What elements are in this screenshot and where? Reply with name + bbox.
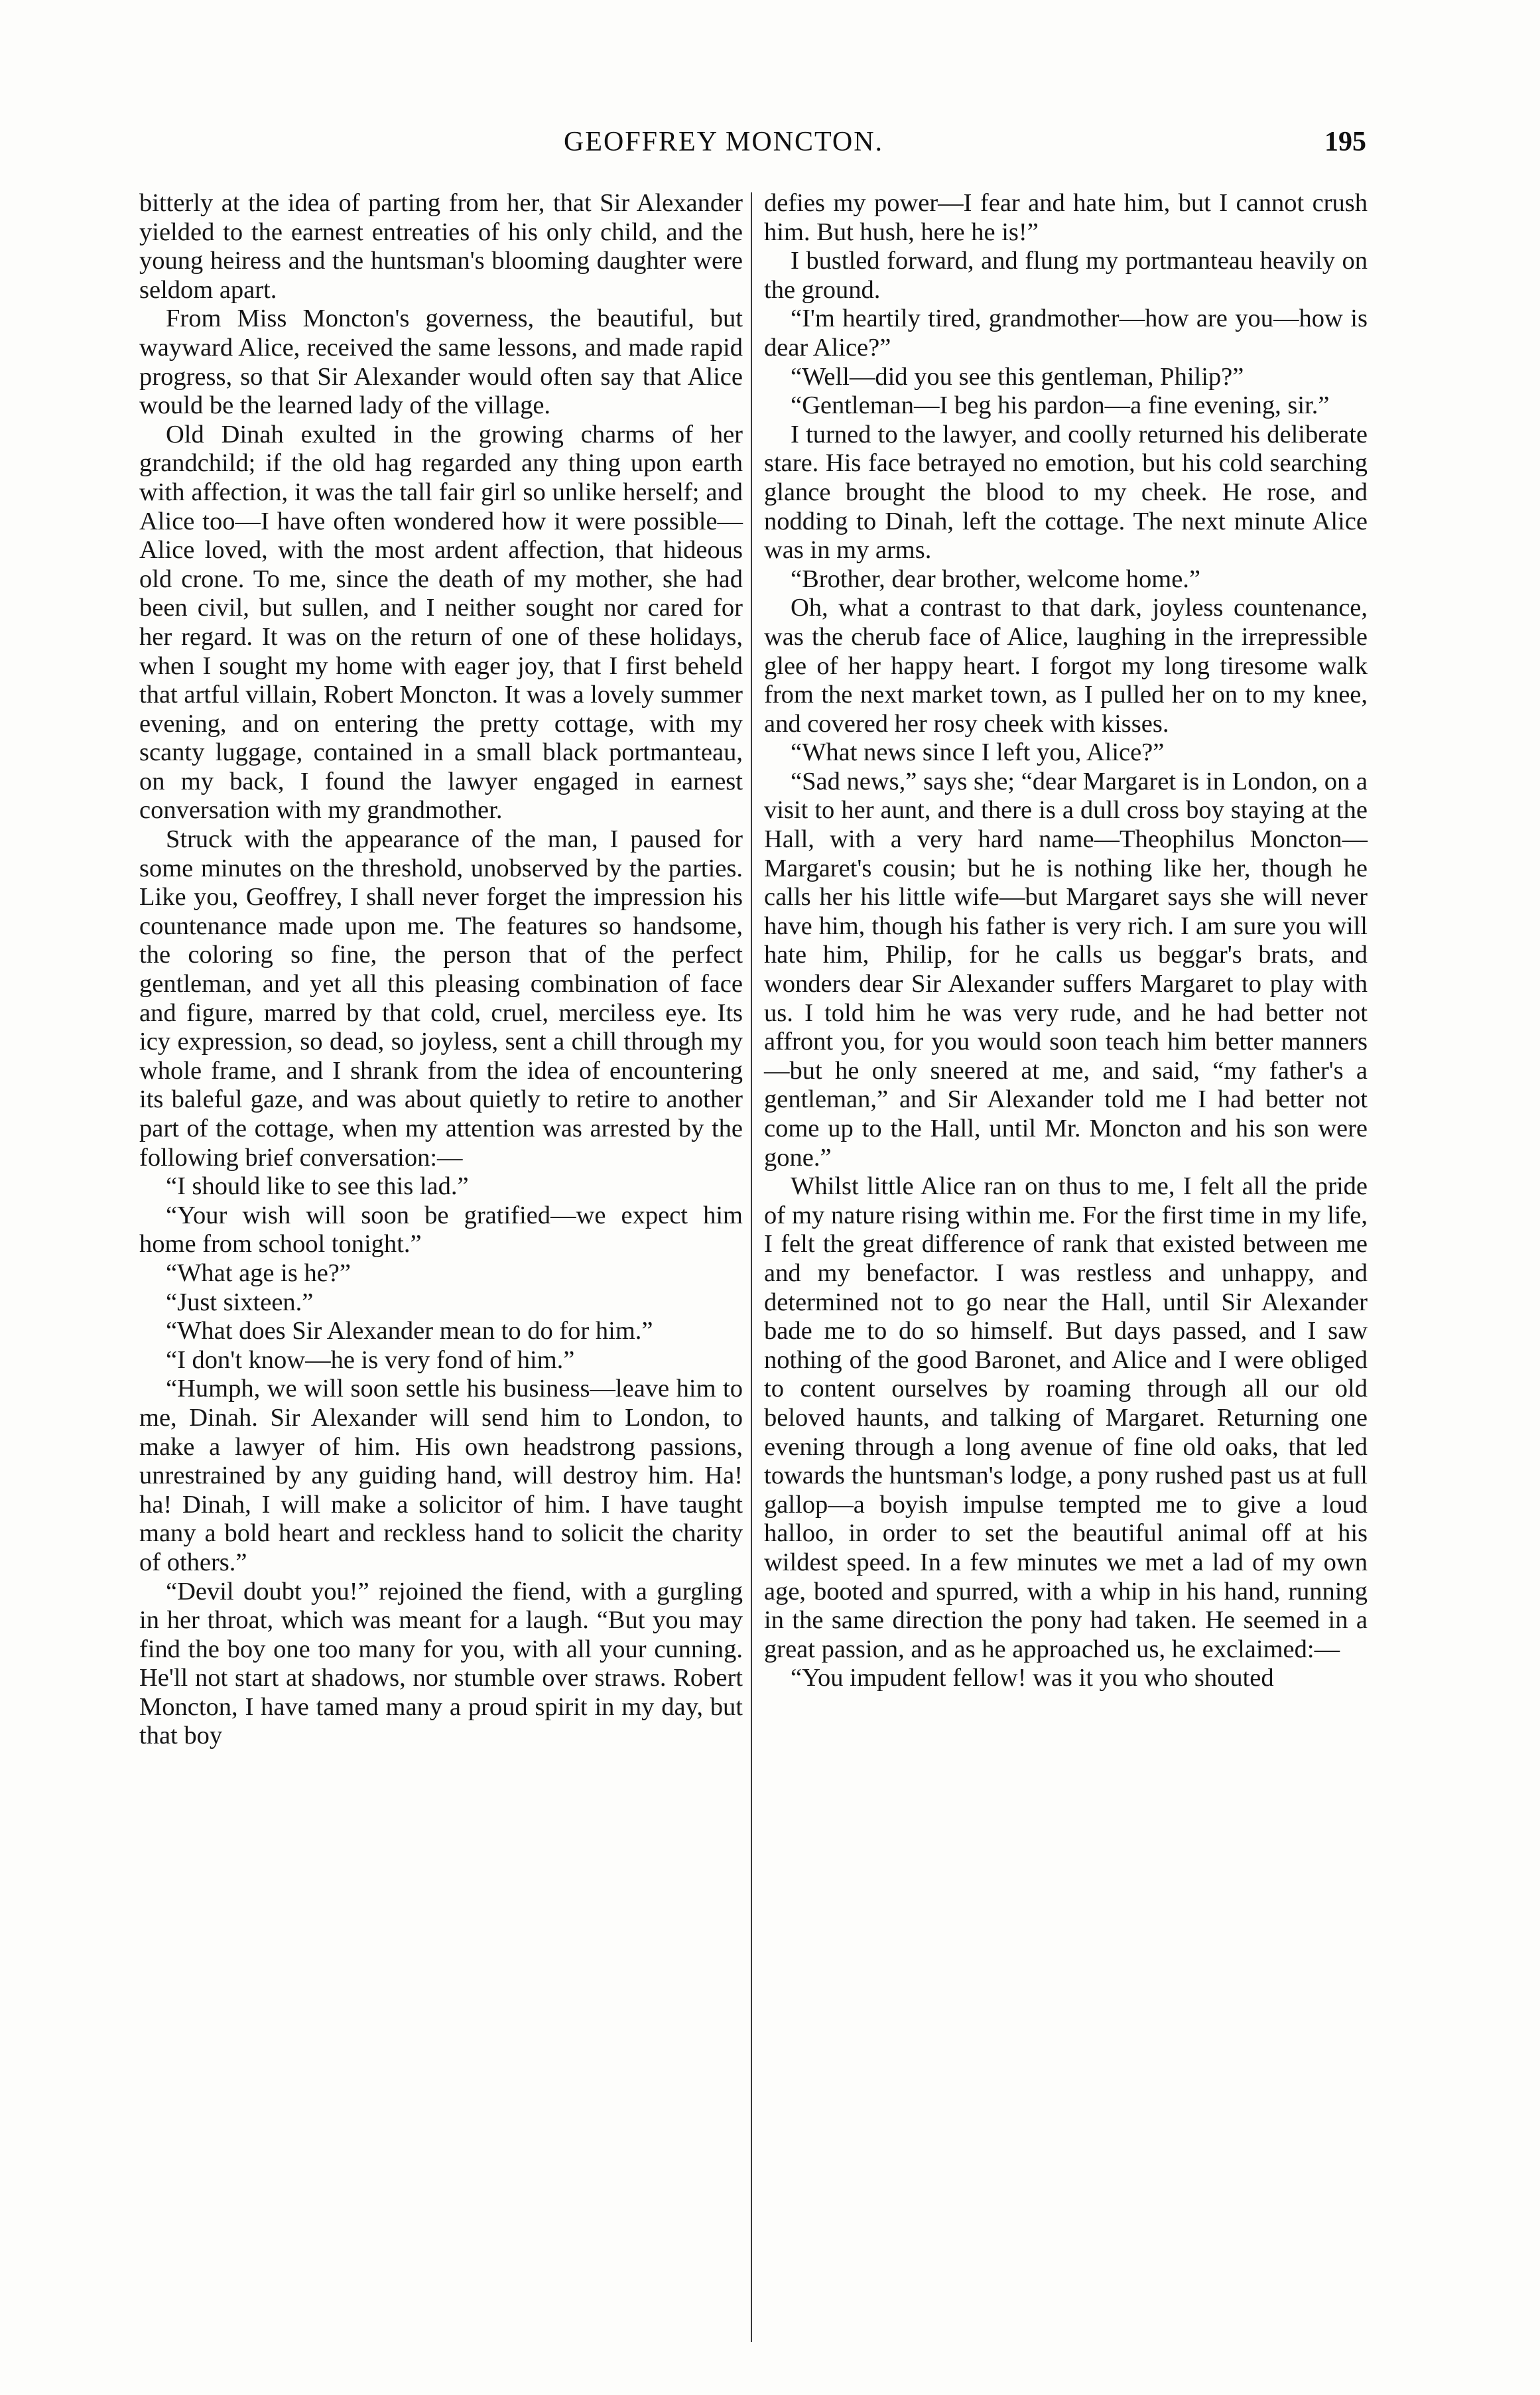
paragraph: “I'm heartily tired, grandmother—how are you—how is dear Alice?” xyxy=(764,305,1368,362)
paragraph: “I don't know—he is very fond of him.” xyxy=(166,1345,575,1374)
paragraph: I turned to the lawyer, and coolly returned his deliberate stare. His face betrayed no emotion, but his cold searching glance brought the blood to my cheek. He rose, and nodding to Dinah, left the cottage. The next minute Alice was in my arms. xyxy=(764,420,1368,565)
paragraph: Struck with the appearance of the man, I paused for some minutes on the threshold, unobserved by the parties. Like you, Geoffrey, I shall never forget the impression his countenance made upon me. The features so handsome, the coloring so fine, the person that of the perfect gentleman, and yet all this pleasing combination of face and figure, marred by that cold, cruel, merciless eye. Its icy expression, so dead, so joyless, sent a chill through my whole frame, and I shrank from the idea of encountering its baleful gaze, and was about quietly to retire to another part of the cottage, when my attention was arrested by the following brief conversation:— xyxy=(139,825,743,1172)
paragraph: “What does Sir Alexander mean to do for him.” xyxy=(166,1317,653,1345)
paragraph: “Well—did you see this gentleman, Philip?” xyxy=(791,362,1244,391)
paragraph: “What age is he?” xyxy=(166,1259,351,1287)
paragraph: Whilst little Alice ran on thus to me, I felt all the pride of my nature rising within me. For the first time in my life, I felt the great difference of rank that existed between me and my benefactor. I was restless and unhappy, and determined not to go near the Hall, until Sir Alexander bade me to do so himself. But days passed, and I saw nothing of the good Baronet, and Alice and I were obliged to content ourselves by roaming through all our old beloved haunts, and talking of Margaret. Returning one evening through a long avenue of fine old oaks, that led towards the huntsman's lodge, a pony rushed past us at full gallop—a boyish impulse tempted me to give a loud halloo, in order to set the beautiful animal off at his wildest speed. In a few minutes we met a lad of my own age, booted and spurred, with a whip in his hand, running in the same direction the pony had taken. He seemed in a great passion, and as he approached us, he exclaimed:— xyxy=(764,1172,1368,1663)
paragraph: “Brother, dear brother, welcome home.” xyxy=(791,565,1200,593)
page-number: 195 xyxy=(1324,127,1366,157)
left-text-column xyxy=(139,189,743,1751)
paragraph: Oh, what a contrast to that dark, joyless countenance, was the cherub face of Alice, laughing in the irrepressible glee of her happy heart. I forgot my long tiresome walk from the next market town, as I pulled her on to my knee, and covered her rosy cheek with kisses. xyxy=(764,594,1368,738)
paragraph: “I should like to see this lad.” xyxy=(166,1172,469,1201)
page-header xyxy=(133,126,1366,186)
paragraph: defies my power—I fear and hate him, but I cannot crush him. But hush, here he is!” xyxy=(764,189,1368,246)
paragraph: “Your wish will soon be gratified—we expect him home from school tonight.” xyxy=(139,1201,743,1259)
paragraph: From Miss Moncton's governess, the beautiful, but wayward Alice, received the same lessons, and made rapid progress, so that Sir Alexander would often say that Alice would be the learned lady of the village. xyxy=(139,305,743,420)
right-text-column xyxy=(764,189,1368,1693)
paragraph: bitterly at the idea of parting from her, that Sir Alexander yielded to the earnest entreaties of his only child, and the young heiress and the huntsman's blooming daughter were seldom apart. xyxy=(139,189,743,304)
paragraph: “Devil doubt you!” rejoined the fiend, with a gurgling in her throat, which was meant for a laugh. “But you may find the boy one too many for you, with all your cunning. He'll not start at shadows, nor stumble over straws. Robert Moncton, I have tamed many a proud spirit in my day, but that boy xyxy=(139,1577,743,1750)
paragraph: “Gentleman—I beg his pardon—a fine evening, sir.” xyxy=(791,391,1330,420)
paragraph: “Sad news,” says she; “dear Margaret is in London, on a visit to her aunt, and there is a dull cross boy staying at the Hall, with a very hard name—Theophilus Moncton—Margaret's cousin; but he is nothing like her, though he calls her his little wife—but Margaret says she will never have him, though his father is very rich. I am sure you will hate him, Philip, for he calls us beggar's brats, and wonders dear Sir Alexander suffers Margaret to play with us. I told him he was very rude, and he had better not affront you, for you would soon teach him better manners—but he only sneered at me, and said, “my father's a gentleman,” and Sir Alexander told me I had better not come up to the Hall, until Mr. Moncton and his son were gone.” xyxy=(764,767,1368,1172)
paragraph: “Humph, we will soon settle his business—leave him to me, Dinah. Sir Alexander will send him to London, to make a lawyer of him. His own headstrong passions, unrestrained by any guiding hand, will destroy him. Ha! ha! Dinah, I will make a solicitor of him. I have taught many a bold heart and reckless hand to solicit the charity of others.” xyxy=(139,1375,743,1576)
paragraph: I bustled forward, and flung my portmanteau heavily on the ground. xyxy=(764,247,1368,304)
paragraph: “You impudent fellow! was it you who shouted xyxy=(791,1664,1274,1692)
paragraph: Old Dinah exulted in the growing charms of her grandchild; if the old hag regarded any thing upon earth with affection, it was the tall fair girl so unlike herself; and Alice too—I have often wondered how it were possible—Alice loved, with the most ardent affection, that hideous old crone. To me, since the death of my mother, she had been civil, but sullen, and I neither sought nor cared for her regard. It was on the return of one of these holidays, when I sought my home with eager joy, that I first beheld that artful villain, Robert Moncton. It was a lovely summer evening, and on entering the pretty cottage, with my scanty luggage, contained in a small black portmanteau, on my back, I found the lawyer engaged in earnest conversation with my grandmother. xyxy=(139,420,743,825)
column-divider xyxy=(751,192,752,2342)
paragraph: “What news since I left you, Alice?” xyxy=(791,738,1165,767)
paragraph: “Just sixteen.” xyxy=(166,1288,314,1316)
running-title: GEOFFREY MONCTON. xyxy=(564,127,884,157)
